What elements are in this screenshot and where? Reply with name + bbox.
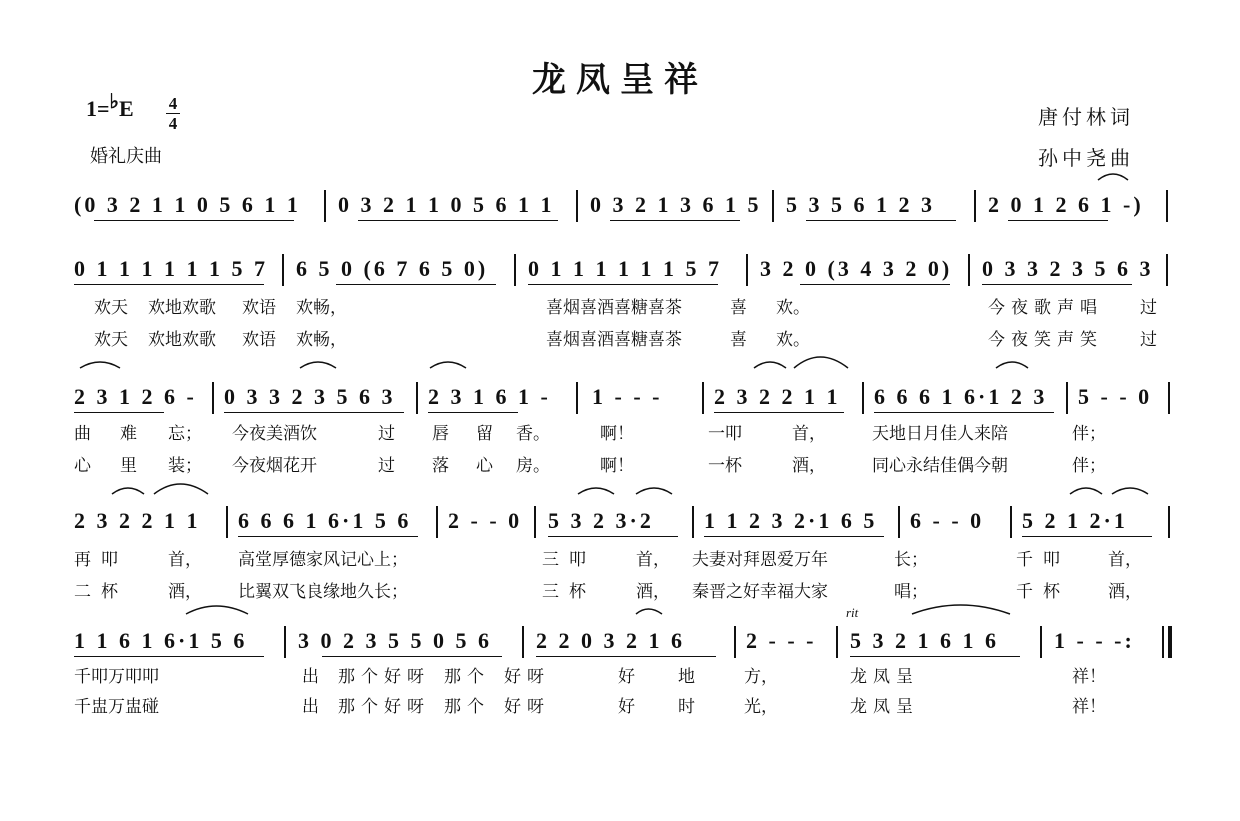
measure: 6 5 0 (6 7 6 5 0) [296, 256, 489, 281]
measure: 0 1 1 1 1 1 1 5 7 [74, 256, 268, 281]
lyric-syllable: 三叩 [542, 550, 596, 570]
lyric-syllable: 欢畅， [296, 298, 347, 318]
lyric-syllable: 曲 [74, 424, 91, 444]
lyric-syllable: 啊！ [600, 456, 634, 476]
measure: 2 3 2 2 1 1 [74, 508, 201, 533]
measure: 2 - - 0 [448, 508, 523, 533]
lyric-syllable: 酒， [1108, 582, 1142, 602]
lyric-syllable: 今夜歌声唱 [988, 298, 1103, 318]
measure: 0 3 3 2 3 5 6 3 [982, 256, 1154, 281]
lyric-syllable: 心 [476, 456, 493, 476]
lyric-syllable: 二杯 [74, 582, 128, 602]
measure: 2 - - - [746, 628, 817, 653]
lyric-syllable: 千叩 [1016, 550, 1070, 570]
lyric-syllable: 过 [378, 424, 395, 444]
lyric-syllable: 夫妻对拜恩爱万年 [692, 550, 828, 570]
lyric-syllable: 难 [120, 424, 137, 444]
measure: 3 0 2 3 5 5 0 5 6 [298, 628, 492, 653]
measure: 5 3 5 6 1 2 3 [786, 192, 935, 217]
lyric-syllable: 伴； [1072, 424, 1106, 444]
lyric-syllable: 欢语 [242, 298, 276, 318]
lyric-syllable: 祥！ [1072, 667, 1106, 687]
song-style: 婚礼庆曲 [90, 146, 162, 167]
lyric-syllable: 留 [476, 424, 493, 444]
measure: (0 3 2 1 1 0 5 6 1 1 [74, 192, 301, 217]
lyric-syllable: 出 [302, 667, 319, 687]
measure: 5 2 1 2·1 [1022, 508, 1128, 533]
measure: 2 0 1 2 6 1 -) [988, 192, 1144, 217]
lyric-syllable: 千杯 [1016, 582, 1070, 602]
lyric-syllable: 香。 [516, 424, 550, 444]
measure: 1 - - - [592, 384, 663, 409]
lyric-syllable: 秦晋之好幸福大家 [692, 582, 828, 602]
lyric-syllable: 喜 [730, 298, 747, 318]
measure: 6 - - 0 [910, 508, 985, 533]
lyric-syllable: 地 [678, 667, 695, 687]
lyric-syllable: 光， [744, 697, 778, 717]
measure: 5 3 2 1 6 1 6 [850, 628, 999, 653]
time-bottom: 4 [168, 114, 178, 133]
flat-symbol: ♭ [109, 91, 119, 113]
lyric-syllable: 酒， [792, 456, 826, 476]
lyric-syllable: 好呀 [504, 697, 550, 717]
lyric-syllable: 一杯 [708, 456, 742, 476]
lyric-syllable: 出 [302, 697, 319, 717]
measure: 1 1 6 1 6·1 5 6 [74, 628, 248, 653]
lyric-syllable: 首， [792, 424, 826, 444]
measure: 0 3 2 1 3 6 1 5 [590, 192, 762, 217]
lyric-syllable: 比翼双飞良缘地久长； [238, 582, 408, 602]
lyric-syllable: 欢语 [242, 330, 276, 350]
lyric-syllable: 欢地欢歌 [148, 330, 216, 350]
lyric-syllable: 啊！ [600, 424, 634, 444]
lyric-syllable: 三杯 [542, 582, 596, 602]
measure: 5 3 2 3·2 [548, 508, 654, 533]
lyric-syllable: 酒， [636, 582, 670, 602]
measure: 1 1 2 3 2·1 6 5 [704, 508, 878, 533]
lyric-syllable: 欢。 [776, 330, 810, 350]
lyric-syllable: 今夜美酒饮 [232, 424, 317, 444]
lyric-syllable: 欢天 [94, 298, 128, 318]
lyric-syllable: 千叩万叩叩 [74, 667, 159, 687]
measure: 3 2 0 (3 4 3 2 0) [760, 256, 953, 281]
lyric-syllable: 喜烟喜酒喜糖喜茶 [546, 330, 682, 350]
lyric-syllable: 房。 [516, 456, 550, 476]
lyric-syllable: 落 [432, 456, 449, 476]
lyric-syllable: 喜烟喜酒喜糖喜茶 [546, 298, 682, 318]
lyric-syllable: 今夜烟花开 [232, 456, 317, 476]
measure: 1 - - -: [1054, 628, 1135, 653]
measure: 2 3 2 2 1 1 [714, 384, 841, 409]
lyric-syllable: 长； [894, 550, 928, 570]
lyric-syllable: 天地日月佳人来陪 [872, 424, 1008, 444]
lyric-syllable: 首， [636, 550, 670, 570]
time-top: 4 [168, 94, 178, 113]
measure: 2 2 0 3 2 1 6 [536, 628, 685, 653]
key-note: E [118, 96, 134, 121]
lyric-syllable: 过 [1140, 330, 1157, 350]
lyric-syllable: 首， [168, 550, 202, 570]
lyric-syllable: 心 [74, 456, 91, 476]
lyric-syllable: 欢。 [776, 298, 810, 318]
lyric-syllable: 龙凤呈 [850, 667, 919, 687]
lyric-syllable: 时 [678, 697, 695, 717]
lyric-syllable: 好 [618, 697, 635, 717]
lyric-syllable: 装； [168, 456, 202, 476]
lyric-syllable: 祥！ [1072, 697, 1106, 717]
song-title: 龙凤呈祥 [532, 60, 708, 100]
tempo-rit-marker: rit [846, 605, 859, 620]
lyric-syllable: 唇 [432, 424, 449, 444]
lyric-syllable: 好呀 [504, 667, 550, 687]
composer-credit: 孙中尧曲 [1038, 146, 1134, 170]
lyric-syllable: 里 [120, 456, 137, 476]
lyric-syllable: 伴； [1072, 456, 1106, 476]
measure: 0 3 2 1 1 0 5 6 1 1 [338, 192, 555, 217]
measure: 5 - - 0 [1078, 384, 1153, 409]
measure: 6 6 6 1 6·1 5 6 [238, 508, 412, 533]
lyric-syllable: 喜 [730, 330, 747, 350]
lyric-syllable: 那个好呀 [338, 667, 430, 687]
lyric-syllable: 再叩 [74, 550, 128, 570]
lyric-syllable: 唱； [894, 582, 928, 602]
lyric-syllable: 同心永结佳偶今朝 [872, 456, 1008, 476]
key-prefix: 1= [86, 96, 110, 121]
measure: 2 3 1 2 6 - [74, 384, 197, 409]
lyric-syllable: 高堂厚德家风记心上； [238, 550, 408, 570]
measure: 0 1 1 1 1 1 1 5 7 [528, 256, 722, 281]
measure: 2 3 1 6 1 - [428, 384, 551, 409]
lyric-syllable: 忘； [168, 424, 202, 444]
lyric-syllable: 方， [744, 667, 778, 687]
lyric-syllable: 龙凤呈 [850, 697, 919, 717]
lyric-syllable: 那个好呀 [338, 697, 430, 717]
lyric-syllable: 一叩 [708, 424, 742, 444]
measure: 0 3 3 2 3 5 6 3 [224, 384, 396, 409]
lyric-syllable: 千盅万盅碰 [74, 697, 159, 717]
lyric-syllable: 那个 [444, 697, 490, 717]
lyric-syllable: 欢地欢歌 [148, 298, 216, 318]
lyric-syllable: 欢畅， [296, 330, 347, 350]
lyric-syllable: 首， [1108, 550, 1142, 570]
measure: 6 6 6 1 6·1 2 3 [874, 384, 1048, 409]
lyric-syllable: 好 [618, 667, 635, 687]
lyric-syllable: 过 [1140, 298, 1157, 318]
lyric-syllable: 今夜笑声笑 [988, 330, 1103, 350]
lyricist-credit: 唐付林词 [1038, 105, 1134, 129]
lyric-syllable: 酒， [168, 582, 202, 602]
lyric-syllable: 过 [378, 456, 395, 476]
lyric-syllable: 欢天 [94, 330, 128, 350]
lyric-syllable: 那个 [444, 667, 490, 687]
